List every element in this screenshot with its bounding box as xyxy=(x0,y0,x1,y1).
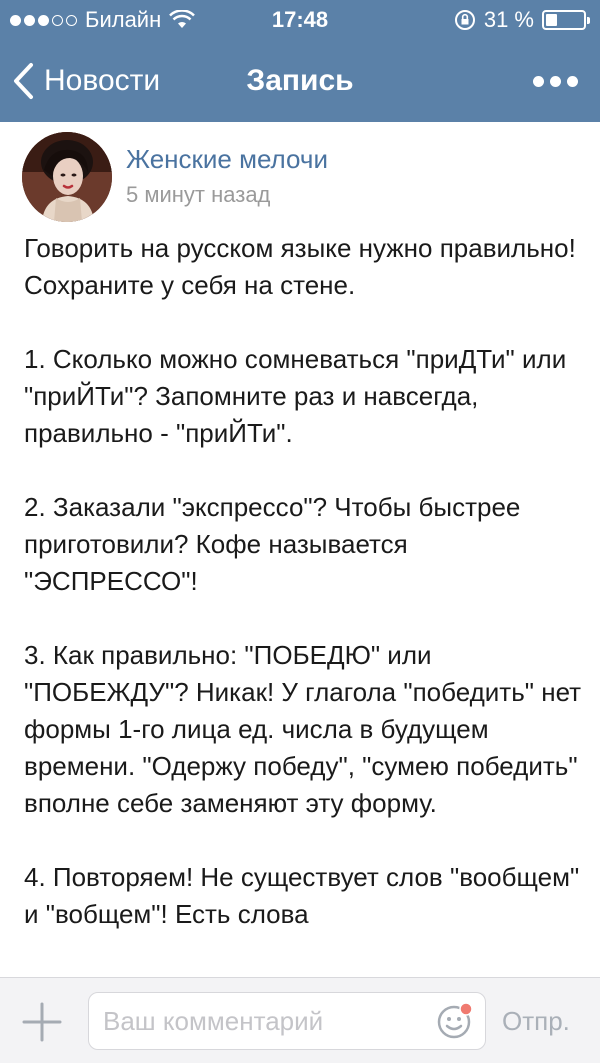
battery-icon xyxy=(542,10,586,30)
send-button[interactable]: Отпр. xyxy=(502,1006,570,1036)
post-paragraph: 4. Повторяем! Не существует слов "вообщем" и "вобщем"! Есть слова xyxy=(24,862,580,929)
more-dots-icon xyxy=(567,76,578,87)
post-paragraph: 3. Как правильно: "ПОБЕДЮ" или "ПОБЕЖДУ"? Никак! У глагола "победить" нет формы 1-го лица ед. числа в будущем времени. "Одержу победу", "сумею победить" вполне себе заменяют эту форму. xyxy=(24,640,582,818)
status-time: 17:48 xyxy=(271,7,329,32)
rotation-lock-icon xyxy=(454,9,476,31)
battery-level xyxy=(546,14,557,26)
emoji-icon[interactable] xyxy=(436,1002,474,1040)
post-time: 5 минут назад xyxy=(126,182,271,207)
battery-percent: 31 % xyxy=(483,7,534,32)
nav-bar xyxy=(0,40,600,122)
header xyxy=(0,0,600,122)
comment-input[interactable] xyxy=(88,992,486,1050)
comment-bar xyxy=(0,977,600,1063)
chevron-left-icon xyxy=(12,62,34,100)
avatar-image xyxy=(22,132,112,222)
back-label: Новости xyxy=(44,64,161,97)
post-paragraph: 2. Заказали "экспрессо"? Чтобы быстрее приготовили? Кофе называется "ЭСПРЕССО"! xyxy=(24,492,521,596)
more-button[interactable] xyxy=(533,40,578,122)
post-paragraph: Говорить на русском языке нужно правильно! Сохраните у себя на стене. xyxy=(24,233,576,300)
plus-icon[interactable] xyxy=(20,1000,64,1044)
post-header xyxy=(22,128,582,224)
more-dots-icon xyxy=(550,76,561,87)
post-text xyxy=(24,230,584,933)
author-name[interactable]: Женские мелочи xyxy=(126,144,328,174)
avatar[interactable] xyxy=(22,132,112,222)
status-right xyxy=(454,0,586,40)
post-paragraph: 1. Сколько можно сомневаться "приДТи" или "приЙТи"? Запомните раз и навсегда, правильно - "приЙТи". xyxy=(24,344,567,448)
carrier-name: Билайн xyxy=(85,7,162,32)
page-title: Запись xyxy=(246,64,354,97)
back-button[interactable] xyxy=(12,40,160,122)
more-dots-icon xyxy=(533,76,544,87)
status-bar xyxy=(0,0,600,40)
